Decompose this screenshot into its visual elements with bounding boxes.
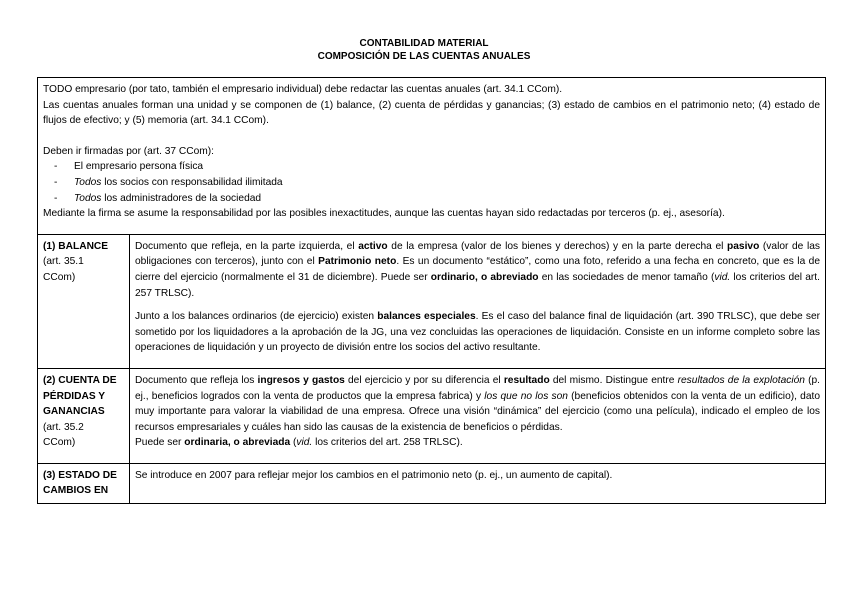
ecpn-row <box>38 463 826 503</box>
pyg-description: Documento que refleja los ingresos y gastos del ejercicio y por su diferencia el resultado del mismo. Distingue entre resultados de la explotación (p. ej., beneficios logrados con la venta de productos que la empresa fabrica) y los que no los son (beneficios obtenidos con la venta de un edificio), dato muy importante para valorar la viabilidad de una empresa. Ofrece una visión “dinámica” del ejercicio (como una película), indicado el empleo de los recursos empresariales y cuáles han sido las causas de la existencia de beneficios o pérdidas. Puede ser ordinaria, o abreviada (vid. los criterios del art. 258 TRLSC). <box>130 368 826 463</box>
document-subtitle: COMPOSICIÓN DE LAS CUENTAS ANUALES <box>317 51 531 62</box>
balance-description: Documento que refleja, en la parte izquierda, el activo de la empresa (valor de los bienes y derechos) y en la parte derecha el pasivo (valor de las obligaciones con terceros), junto con el Patrimonio neto. Es un documento “estático”, como una foto, referido a una fecha en concreto, que es la de cierre del ejercicio (normalmente el 31 de diciembre). Puede ser ordinario, o abreviado en las sociedades de menor tamaño (vid. los criterios del art. 257 TRLSC). Junto a los balances ordinarios (de ejercicio) existen balances especiales. Es el caso del balance final de liquidación (art. 390 TRLSC), que debe ser sometido por los liquidadores a la aprobación de la JG, una vez concluidas las operaciones de liquidación. Consiste en un informe completo sobre las operaciones de liquidación y un proyecto de división entre los socios del activo resultante. <box>130 234 826 368</box>
intro-cell <box>38 78 826 235</box>
intro-row <box>38 78 826 235</box>
intro-paragraph: Mediante la firma se asume la responsabilidad por las posibles inexactitudes, aunque las cuentas hayan sido redactadas por terceros (p. ej., asesoría). <box>43 208 725 220</box>
ecpn-label: (3) ESTADO DE CAMBIOS EN <box>38 463 130 503</box>
balance-row <box>38 234 826 368</box>
pyg-label: (2) CUENTA DE PÉRDIDAS Y GANANCIAS (art. 35.2 CCom) <box>38 368 130 463</box>
accounts-table <box>37 77 826 504</box>
signers-list <box>43 159 820 206</box>
ecpn-description: Se introduce en 2007 para reflejar mejor los cambios en el patrimonio neto (p. ej., un aumento de capital). <box>130 463 826 503</box>
balance-label: (1) BALANCE (art. 35.1 CCom) <box>38 234 130 368</box>
intro-paragraph: Las cuentas anuales forman una unidad y se componen de (1) balance, (2) cuenta de pérdidas y ganancias; (3) estado de cambios en el patrimonio neto; (4) estado de flujos de efectivo; y (5) memoria (art. 34.1 CCom). <box>43 99 820 127</box>
intro-paragraph: Deben ir firmadas por (art. 37 CCom): <box>43 145 214 157</box>
pyg-row <box>38 368 826 463</box>
list-item: - Todos los administradores de la sociedad <box>43 191 820 207</box>
list-item: - El empresario persona física <box>43 159 820 175</box>
list-item: - Todos los socios con responsabilidad ilimitada <box>43 175 820 191</box>
document-title: CONTABILIDAD MATERIAL <box>359 38 489 49</box>
intro-paragraph: TODO empresario (por tato, también el empresario individual) debe redactar las cuentas anuales (art. 34.1 CCom). <box>43 84 563 95</box>
